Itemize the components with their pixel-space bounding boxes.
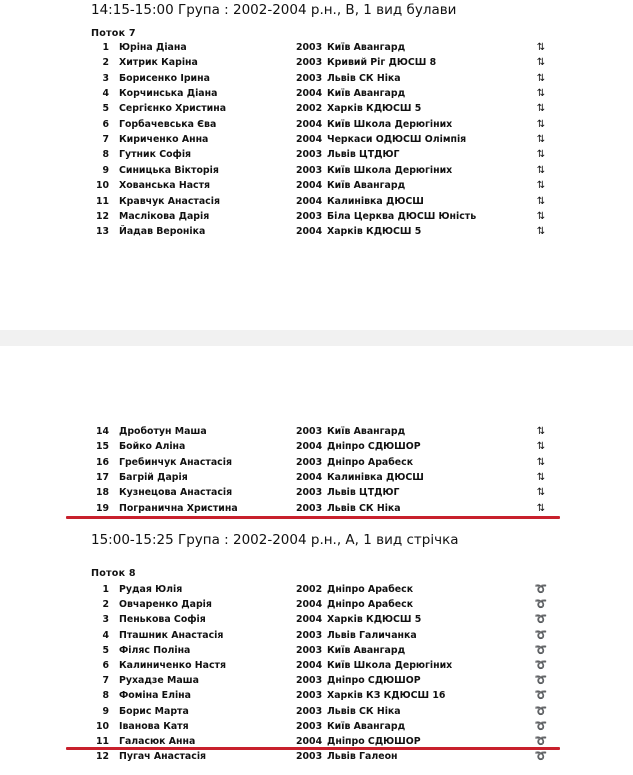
- table-row: [0, 719, 633, 734]
- athlete-name: Калиниченко Настя: [119, 660, 226, 671]
- athlete-name: Галасюк Анна: [119, 736, 196, 747]
- athlete-name: Дроботун Маша: [119, 426, 207, 437]
- birth-year: 2003: [296, 456, 323, 468]
- row-number: 5: [102, 644, 109, 656]
- row-number: 4: [102, 629, 109, 641]
- row-number: 11: [95, 195, 109, 207]
- ribbon-icon: ➰: [534, 736, 548, 747]
- birth-year: 2004: [296, 736, 323, 747]
- athlete-name: Синицька Вікторія: [119, 164, 219, 176]
- ribbon-icon: ➰: [534, 644, 548, 656]
- club-name: Біла Церква ДЮСШ Юність: [327, 210, 477, 222]
- athlete-name: Хованська Настя: [119, 180, 211, 192]
- birth-year: 2003: [296, 164, 323, 176]
- row-number: 10: [95, 720, 109, 732]
- club-name: Дніпро СДЮШОР: [327, 441, 421, 453]
- birth-year: 2003: [296, 149, 323, 161]
- row-number: 12: [95, 210, 109, 222]
- table-row: [0, 688, 633, 703]
- club-name: Київ Школа Дерюгіних: [327, 660, 453, 671]
- athlete-name: Гребинчук Анастасія: [119, 456, 232, 468]
- row-number: 9: [102, 164, 109, 176]
- club-name: Дніпро Арабеск: [327, 456, 414, 468]
- birth-year: 2004: [296, 118, 323, 130]
- birth-year: 2003: [296, 502, 323, 514]
- row-number: 1: [102, 42, 109, 53]
- clubs-icon: ⇅: [536, 42, 546, 53]
- document-page-2: [0, 346, 633, 775]
- ribbon-icon: ➰: [534, 629, 548, 641]
- row-number: 6: [102, 118, 109, 130]
- birth-year: 2004: [296, 599, 323, 611]
- ribbon-icon: ➰: [534, 720, 548, 732]
- table-row: [0, 582, 633, 597]
- table-row: [0, 209, 633, 224]
- club-name: Харків КДЮСШ 5: [327, 226, 422, 238]
- row-number: 16: [95, 456, 109, 468]
- club-name: Дніпро Арабеск: [327, 584, 414, 595]
- clubs-icon: ⇅: [536, 456, 546, 468]
- birth-year: 2004: [296, 180, 323, 192]
- table-row: [0, 643, 633, 658]
- clubs-icon: ⇅: [536, 88, 546, 100]
- birth-year: 2004: [296, 195, 323, 207]
- club-name: Київ Школа Дерюгіних: [327, 118, 453, 130]
- row-number: 3: [102, 614, 109, 626]
- athlete-name: Хитрик Каріна: [119, 57, 198, 69]
- clubs-icon: ⇅: [536, 471, 546, 483]
- birth-year: 2003: [296, 210, 323, 222]
- page-gap: [0, 330, 633, 346]
- row-number: 9: [102, 705, 109, 717]
- clubs-icon: ⇅: [536, 149, 546, 161]
- athlete-name: Горбачевська Єва: [119, 118, 217, 130]
- row-number: 17: [95, 471, 109, 483]
- row-number: 13: [95, 226, 109, 238]
- birth-year: 2004: [296, 471, 323, 483]
- table-row: [0, 470, 633, 485]
- table-row: [0, 485, 633, 500]
- birth-year: 2003: [296, 629, 323, 641]
- birth-year: 2003: [296, 690, 323, 702]
- clubs-icon: ⇅: [536, 226, 546, 238]
- club-name: Київ Авангард: [327, 720, 406, 732]
- row-number: 3: [102, 72, 109, 84]
- club-name: Кривий Ріг ДЮСШ 8: [327, 57, 437, 69]
- table-row: [0, 55, 633, 70]
- table-row: [0, 749, 633, 764]
- club-name: Дніпро Арабеск: [327, 599, 414, 611]
- table-row: [0, 101, 633, 116]
- red-underline-1: [66, 516, 560, 519]
- table-row: [0, 612, 633, 627]
- club-name: Київ Школа Дерюгіних: [327, 164, 453, 176]
- athlete-name: Овчаренко Дарія: [119, 599, 212, 611]
- clubs-icon: ⇅: [536, 180, 546, 192]
- birth-year: 2003: [296, 720, 323, 732]
- birth-year: 2003: [296, 644, 323, 656]
- club-name: Харків КДЮСШ 5: [327, 614, 422, 626]
- clubs-icon: ⇅: [536, 164, 546, 176]
- row-number: 12: [95, 751, 109, 763]
- row-number: 5: [102, 103, 109, 115]
- ribbon-icon: ➰: [534, 690, 548, 702]
- athlete-name: Погранична Христина: [119, 502, 238, 514]
- table-row: [0, 658, 633, 673]
- table-row: [0, 117, 633, 132]
- birth-year: 2002: [296, 584, 323, 595]
- club-name: Київ Авангард: [327, 644, 406, 656]
- row-number: 10: [95, 180, 109, 192]
- birth-year: 2003: [296, 57, 323, 69]
- athlete-name: Кириченко Анна: [119, 134, 209, 146]
- row-number: 15: [95, 441, 109, 453]
- table-row: [0, 163, 633, 178]
- athlete-name: Рудая Юлія: [119, 584, 183, 595]
- athlete-name: Пенькова Софія: [119, 614, 206, 626]
- table-row: [0, 40, 633, 55]
- table-row: [0, 439, 633, 454]
- athlete-name: Іванова Катя: [119, 720, 189, 732]
- athlete-name: Борисенко Ірина: [119, 72, 210, 84]
- ribbon-icon: ➰: [534, 705, 548, 717]
- club-name: Львів СК Ніка: [327, 705, 401, 717]
- club-name: Львів ЦТДЮГ: [327, 487, 400, 499]
- clubs-icon: ⇅: [536, 57, 546, 69]
- table-row: [0, 501, 633, 516]
- table-row: [0, 178, 633, 193]
- clubs-icon: ⇅: [536, 72, 546, 84]
- table-row: [0, 224, 633, 239]
- club-name: Львів СК Ніка: [327, 502, 401, 514]
- birth-year: 2003: [296, 705, 323, 717]
- club-name: Львів Галичанка: [327, 629, 417, 641]
- athlete-name: Багрій Дарія: [119, 471, 188, 483]
- birth-year: 2004: [296, 134, 323, 146]
- clubs-icon: ⇅: [536, 210, 546, 222]
- club-name: Черкаси ОДЮСШ Олімпія: [327, 134, 467, 146]
- birth-year: 2003: [296, 72, 323, 84]
- club-name: Харків КЗ КДЮСШ 16: [327, 690, 446, 702]
- athlete-name: Корчинська Діана: [119, 88, 218, 100]
- clubs-icon: ⇅: [536, 118, 546, 130]
- row-number: 18: [95, 487, 109, 499]
- birth-year: 2003: [296, 42, 323, 53]
- clubs-icon: ⇅: [536, 502, 546, 514]
- row-number: 7: [102, 134, 109, 146]
- ribbon-icon: ➰: [534, 675, 548, 687]
- table-row: [0, 424, 633, 439]
- row-number: 8: [102, 149, 109, 161]
- section1-title: 14:15-15:00 Група : 2002-2004 р.н., В, 1 вид булави: [91, 2, 457, 18]
- athlete-name: Фоміна Еліна: [119, 690, 191, 702]
- club-name: Калинівка ДЮСШ: [327, 195, 424, 207]
- club-name: Київ Авангард: [327, 180, 406, 192]
- athlete-name: Кузнецова Анастасія: [119, 487, 233, 499]
- athlete-name: Пташник Анастасія: [119, 629, 224, 641]
- athlete-name: Маслікова Дарія: [119, 210, 210, 222]
- clubs-icon: ⇅: [536, 134, 546, 146]
- row-number: 4: [102, 88, 109, 100]
- ribbon-icon: ➰: [534, 599, 548, 611]
- document-page-1: [0, 0, 633, 330]
- row-number: 2: [102, 599, 109, 611]
- birth-year: 2003: [296, 487, 323, 499]
- table-row: [0, 673, 633, 688]
- athlete-name: Бойко Аліна: [119, 441, 186, 453]
- row-number: 7: [102, 675, 109, 687]
- birth-year: 2004: [296, 660, 323, 671]
- club-name: Львів ЦТДЮГ: [327, 149, 400, 161]
- row-number: 8: [102, 690, 109, 702]
- athlete-name: Філяс Поліна: [119, 644, 191, 656]
- red-underline-2: [66, 747, 560, 750]
- club-name: Калинівка ДЮСШ: [327, 471, 424, 483]
- section2-stream-label: Поток 8: [91, 568, 136, 579]
- table-row: [0, 455, 633, 470]
- athlete-name: Юріна Діана: [119, 42, 187, 53]
- table-row: [0, 194, 633, 209]
- table-row: [0, 628, 633, 643]
- table-row: [0, 71, 633, 86]
- ribbon-icon: ➰: [534, 584, 548, 595]
- club-name: Київ Авангард: [327, 426, 406, 437]
- clubs-icon: ⇅: [536, 426, 546, 437]
- birth-year: 2002: [296, 103, 323, 115]
- table-row: [0, 132, 633, 147]
- clubs-icon: ⇅: [536, 195, 546, 207]
- ribbon-icon: ➰: [534, 751, 548, 763]
- athlete-name: Гутник Софія: [119, 149, 192, 161]
- birth-year: 2004: [296, 88, 323, 100]
- birth-year: 2003: [296, 675, 323, 687]
- athlete-name: Пугач Анастасія: [119, 751, 207, 763]
- birth-year: 2003: [296, 426, 323, 437]
- club-name: Дніпро СДЮШОР: [327, 675, 421, 687]
- table-row: [0, 704, 633, 719]
- club-name: Львів Галеон: [327, 751, 398, 763]
- clubs-icon: ⇅: [536, 103, 546, 115]
- ribbon-icon: ➰: [534, 614, 548, 626]
- athlete-name: Сергієнко Христина: [119, 103, 227, 115]
- row-number: 11: [95, 736, 109, 747]
- athlete-name: Борис Марта: [119, 705, 189, 717]
- club-name: Львів СК Ніка: [327, 72, 401, 84]
- table-row: [0, 147, 633, 162]
- ribbon-icon: ➰: [534, 660, 548, 671]
- clubs-icon: ⇅: [536, 441, 546, 453]
- club-name: Харків КДЮСШ 5: [327, 103, 422, 115]
- row-number: 14: [95, 426, 109, 437]
- row-number: 2: [102, 57, 109, 69]
- birth-year: 2004: [296, 226, 323, 238]
- athlete-name: Кравчук Анастасія: [119, 195, 220, 207]
- clubs-icon: ⇅: [536, 487, 546, 499]
- section2-title: 15:00-15:25 Група : 2002-2004 р.н., А, 1 вид стрічка: [91, 532, 459, 548]
- table-row: [0, 86, 633, 101]
- birth-year: 2004: [296, 614, 323, 626]
- athlete-name: Рухадзе Маша: [119, 675, 199, 687]
- row-number: 6: [102, 660, 109, 671]
- table-row: [0, 597, 633, 612]
- club-name: Київ Авангард: [327, 42, 406, 53]
- row-number: 19: [95, 502, 109, 514]
- athlete-name: Йадав Вероніка: [119, 226, 206, 238]
- club-name: Київ Авангард: [327, 88, 406, 100]
- row-number: 1: [102, 584, 109, 595]
- birth-year: 2004: [296, 441, 323, 453]
- club-name: Дніпро СДЮШОР: [327, 736, 421, 747]
- birth-year: 2003: [296, 751, 323, 763]
- section1-stream-label: Поток 7: [91, 28, 136, 39]
